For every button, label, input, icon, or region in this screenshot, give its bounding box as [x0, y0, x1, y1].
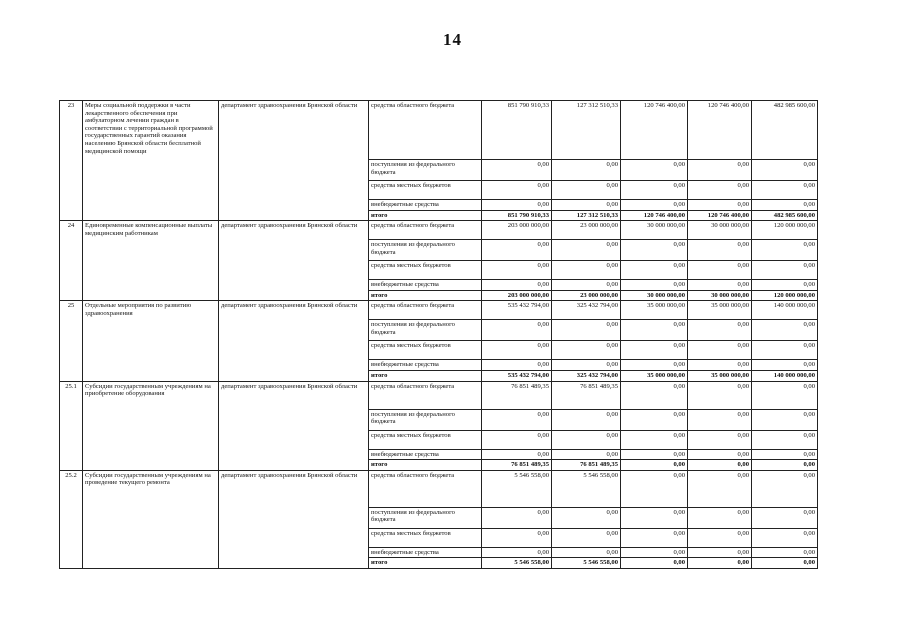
amount-cell: 0,00 [688, 409, 752, 430]
funding-source: внебюджетные средства [369, 200, 482, 211]
funding-source: средства местных бюджетов [369, 181, 482, 200]
funding-source: итого [369, 558, 482, 569]
amount-cell: 5 546 558,00 [552, 558, 621, 569]
amount-cell: 0,00 [752, 430, 818, 449]
amount-cell: 0,00 [552, 360, 621, 371]
amount-cell: 120 746 400,00 [688, 101, 752, 160]
amount-cell: 203 000 000,00 [482, 290, 552, 301]
funding-source: поступления из федерального бюджета [369, 507, 482, 528]
amount-cell: 0,00 [621, 381, 688, 409]
amount-cell: 23 000 000,00 [552, 221, 621, 240]
amount-cell: 0,00 [688, 181, 752, 200]
amount-cell: 0,00 [552, 240, 621, 261]
measure-name: Отдельные мероприятия по развитию здравоохранения [83, 301, 219, 381]
amount-cell: 120 746 400,00 [688, 210, 752, 221]
funding-source: средства местных бюджетов [369, 341, 482, 360]
amount-cell: 0,00 [621, 558, 688, 569]
amount-cell: 120 000 000,00 [752, 290, 818, 301]
amount-cell: 0,00 [621, 280, 688, 291]
amount-cell: 0,00 [621, 470, 688, 507]
amount-cell: 0,00 [552, 280, 621, 291]
amount-cell: 0,00 [621, 547, 688, 558]
funding-source: поступления из федерального бюджета [369, 240, 482, 261]
amount-cell: 0,00 [688, 360, 752, 371]
measure-name: Субсидии государственным учреждениям на приобретение оборудования [83, 381, 219, 470]
amount-cell: 30 000 000,00 [688, 290, 752, 301]
amount-cell: 0,00 [552, 547, 621, 558]
amount-cell: 30 000 000,00 [621, 221, 688, 240]
funding-source: внебюджетные средства [369, 449, 482, 460]
amount-cell: 127 312 510,33 [552, 101, 621, 160]
row-number: 23 [60, 101, 83, 221]
amount-cell: 120 746 400,00 [621, 101, 688, 160]
amount-cell: 0,00 [552, 160, 621, 181]
funding-source: средства областного бюджета [369, 301, 482, 320]
amount-cell: 0,00 [621, 320, 688, 341]
amount-cell: 76 851 489,35 [482, 460, 552, 471]
amount-cell: 35 000 000,00 [621, 301, 688, 320]
amount-cell: 0,00 [482, 507, 552, 528]
amount-cell: 203 000 000,00 [482, 221, 552, 240]
amount-cell: 0,00 [752, 460, 818, 471]
amount-cell: 851 790 910,33 [482, 101, 552, 160]
amount-cell: 0,00 [552, 181, 621, 200]
funding-source: средства местных бюджетов [369, 528, 482, 547]
funding-source: средства областного бюджета [369, 221, 482, 240]
amount-cell: 23 000 000,00 [552, 290, 621, 301]
funding-source: средства областного бюджета [369, 101, 482, 160]
amount-cell: 0,00 [752, 360, 818, 371]
measure-name: Меры социальной поддержки в части лекарственного обеспечения при амбулаторном лечении граждан в соответствии с территориальной программой государственных гарантий оказания населению Брянской области бесплатной медицинской помощи [83, 101, 219, 221]
amount-cell: 0,00 [621, 507, 688, 528]
amount-cell: 0,00 [621, 449, 688, 460]
funding-source: внебюджетные средства [369, 547, 482, 558]
amount-cell: 0,00 [552, 261, 621, 280]
amount-cell: 0,00 [688, 460, 752, 471]
amount-cell: 0,00 [752, 558, 818, 569]
amount-cell: 0,00 [621, 200, 688, 211]
amount-cell: 0,00 [752, 341, 818, 360]
amount-cell: 0,00 [752, 381, 818, 409]
amount-cell: 0,00 [552, 341, 621, 360]
row-number: 24 [60, 221, 83, 301]
budget-table [59, 100, 818, 569]
amount-cell: 0,00 [482, 409, 552, 430]
table-row [60, 101, 818, 160]
amount-cell: 76 851 489,35 [552, 381, 621, 409]
amount-cell: 0,00 [482, 430, 552, 449]
amount-cell: 0,00 [752, 507, 818, 528]
amount-cell: 76 851 489,35 [482, 381, 552, 409]
amount-cell: 0,00 [552, 200, 621, 211]
amount-cell: 140 000 000,00 [752, 301, 818, 320]
amount-cell: 0,00 [752, 547, 818, 558]
amount-cell: 0,00 [482, 360, 552, 371]
amount-cell: 0,00 [482, 528, 552, 547]
amount-cell: 0,00 [552, 528, 621, 547]
executor: департамент здравоохранения Брянской области [219, 301, 369, 381]
amount-cell: 5 546 558,00 [482, 558, 552, 569]
funding-source: внебюджетные средства [369, 360, 482, 371]
amount-cell: 482 985 600,00 [752, 210, 818, 221]
amount-cell: 0,00 [688, 280, 752, 291]
amount-cell: 0,00 [688, 528, 752, 547]
amount-cell: 35 000 000,00 [688, 301, 752, 320]
amount-cell: 35 000 000,00 [688, 370, 752, 381]
amount-cell: 0,00 [552, 409, 621, 430]
amount-cell: 0,00 [688, 320, 752, 341]
amount-cell: 0,00 [752, 449, 818, 460]
amount-cell: 482 985 600,00 [752, 101, 818, 160]
amount-cell: 0,00 [482, 200, 552, 211]
funding-source: внебюджетные средства [369, 280, 482, 291]
amount-cell: 535 432 794,00 [482, 301, 552, 320]
executor: департамент здравоохранения Брянской области [219, 470, 369, 568]
amount-cell: 0,00 [482, 449, 552, 460]
amount-cell: 140 000 000,00 [752, 370, 818, 381]
amount-cell: 0,00 [688, 261, 752, 280]
amount-cell: 0,00 [752, 280, 818, 291]
amount-cell: 0,00 [688, 449, 752, 460]
amount-cell: 535 432 794,00 [482, 370, 552, 381]
funding-source: средства областного бюджета [369, 470, 482, 507]
amount-cell: 0,00 [621, 261, 688, 280]
amount-cell: 0,00 [752, 261, 818, 280]
amount-cell: 0,00 [752, 160, 818, 181]
amount-cell: 120 000 000,00 [752, 221, 818, 240]
amount-cell: 0,00 [482, 261, 552, 280]
amount-cell: 0,00 [688, 240, 752, 261]
measure-name: Единовременные компенсационные выплаты медицинским работникам [83, 221, 219, 301]
amount-cell: 0,00 [552, 320, 621, 341]
amount-cell: 0,00 [688, 381, 752, 409]
table-row [60, 221, 818, 240]
amount-cell: 0,00 [482, 547, 552, 558]
table-row [60, 301, 818, 320]
amount-cell: 0,00 [621, 430, 688, 449]
amount-cell: 0,00 [482, 160, 552, 181]
funding-source: средства местных бюджетов [369, 261, 482, 280]
amount-cell: 30 000 000,00 [688, 221, 752, 240]
amount-cell: 851 790 910,33 [482, 210, 552, 221]
amount-cell: 0,00 [752, 320, 818, 341]
amount-cell: 0,00 [482, 181, 552, 200]
funding-source: итого [369, 460, 482, 471]
amount-cell: 0,00 [688, 507, 752, 528]
amount-cell: 76 851 489,35 [552, 460, 621, 471]
amount-cell: 0,00 [552, 430, 621, 449]
amount-cell: 0,00 [482, 240, 552, 261]
executor: департамент здравоохранения Брянской области [219, 221, 369, 301]
executor: департамент здравоохранения Брянской области [219, 381, 369, 470]
amount-cell: 5 546 558,00 [482, 470, 552, 507]
amount-cell: 0,00 [752, 181, 818, 200]
amount-cell: 0,00 [688, 200, 752, 211]
amount-cell: 0,00 [688, 547, 752, 558]
row-number: 25.1 [60, 381, 83, 470]
amount-cell: 0,00 [688, 341, 752, 360]
amount-cell: 0,00 [752, 470, 818, 507]
funding-source: средства областного бюджета [369, 381, 482, 409]
amount-cell: 0,00 [621, 160, 688, 181]
executor: департамент здравоохранения Брянской области [219, 101, 369, 221]
row-number: 25 [60, 301, 83, 381]
table-row [60, 470, 818, 507]
funding-source: итого [369, 290, 482, 301]
funding-source: поступления из федерального бюджета [369, 320, 482, 341]
table-body [60, 101, 818, 569]
amount-cell: 0,00 [552, 449, 621, 460]
amount-cell: 0,00 [621, 409, 688, 430]
amount-cell: 0,00 [482, 320, 552, 341]
measure-name: Субсидии государственным учреждениям на проведение текущего ремонта [83, 470, 219, 568]
amount-cell: 0,00 [752, 528, 818, 547]
amount-cell: 0,00 [752, 409, 818, 430]
amount-cell: 0,00 [688, 470, 752, 507]
amount-cell: 0,00 [482, 280, 552, 291]
amount-cell: 0,00 [621, 460, 688, 471]
funding-source: поступления из федерального бюджета [369, 160, 482, 181]
amount-cell: 0,00 [621, 181, 688, 200]
amount-cell: 35 000 000,00 [621, 370, 688, 381]
funding-source: итого [369, 210, 482, 221]
amount-cell: 325 432 794,00 [552, 301, 621, 320]
amount-cell: 30 000 000,00 [621, 290, 688, 301]
amount-cell: 0,00 [688, 430, 752, 449]
funding-source: поступления из федерального бюджета [369, 409, 482, 430]
amount-cell: 5 546 558,00 [552, 470, 621, 507]
table-row [60, 381, 818, 409]
amount-cell: 0,00 [752, 240, 818, 261]
amount-cell: 0,00 [752, 200, 818, 211]
amount-cell: 0,00 [552, 507, 621, 528]
funding-source: итого [369, 370, 482, 381]
amount-cell: 0,00 [482, 341, 552, 360]
page-number: 14 [443, 30, 462, 49]
row-number: 25.2 [60, 470, 83, 568]
amount-cell: 325 432 794,00 [552, 370, 621, 381]
amount-cell: 0,00 [621, 360, 688, 371]
amount-cell: 0,00 [621, 240, 688, 261]
amount-cell: 0,00 [621, 528, 688, 547]
amount-cell: 0,00 [621, 341, 688, 360]
amount-cell: 120 746 400,00 [621, 210, 688, 221]
amount-cell: 0,00 [688, 160, 752, 181]
amount-cell: 127 312 510,33 [552, 210, 621, 221]
amount-cell: 0,00 [688, 558, 752, 569]
funding-source: средства местных бюджетов [369, 430, 482, 449]
